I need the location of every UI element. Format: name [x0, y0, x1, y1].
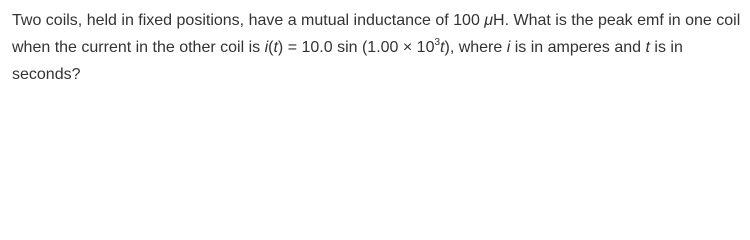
- question-part-5: is in amperes and: [510, 39, 646, 56]
- variable-t-3: t: [645, 39, 650, 56]
- paren-open: (: [268, 39, 274, 56]
- question-part-4: ), where: [444, 39, 507, 56]
- question-part-3: ) = 10.0 sin (1.00 × 10: [277, 39, 435, 56]
- variable-t-2: t: [440, 39, 445, 56]
- question-part-6: is in seconds?: [12, 39, 683, 83]
- mu-symbol: μ: [484, 12, 494, 29]
- variable-i: i: [264, 39, 269, 56]
- question-part-2: H. What is the peak emf in one coil when the current in the other coil is: [12, 12, 741, 56]
- question-part-1: Two coils, held in fixed positions, have a mutual inductance of 100: [12, 12, 485, 29]
- exponent: 3: [434, 36, 441, 48]
- variable-i-2: i: [506, 39, 511, 56]
- question-text: [12, 7, 744, 88]
- variable-t: t: [273, 39, 278, 56]
